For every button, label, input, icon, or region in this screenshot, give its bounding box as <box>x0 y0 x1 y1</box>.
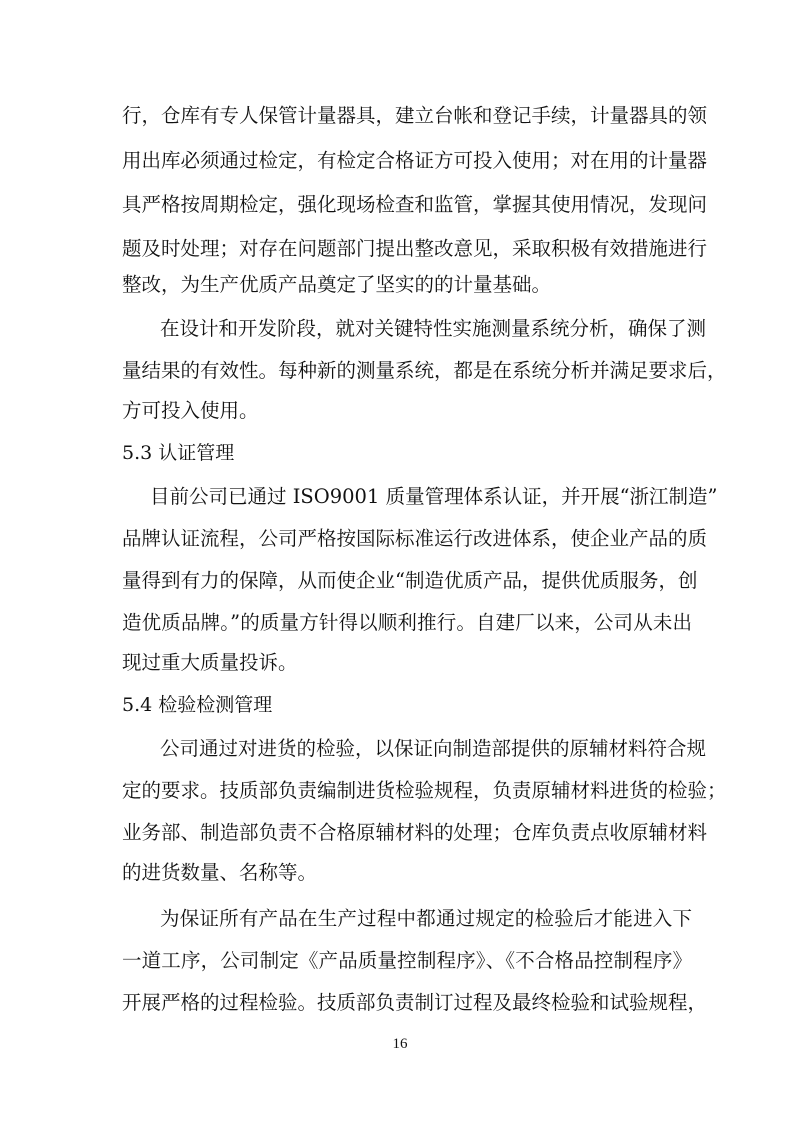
paragraph-line: 量结果的有效性。每种新的测量系统，都是在系统分析并满足要求后， <box>122 359 727 382</box>
paragraph-line: 开展严格的过程检验。技质部负责制订过程及最终检验和试验规程， <box>122 991 708 1014</box>
paragraph-line: 目前公司已通过 ISO9001 质量管理体系认证，并开展“浙江制造” <box>150 485 718 508</box>
paragraph-line: 整改，为生产优质产品奠定了坚实的的计量基础。 <box>122 273 552 296</box>
paragraph-line: 业务部、制造部负责不合格原辅材料的处理；仓库负责点收原辅材料 <box>122 821 708 844</box>
section-heading: 5.3 认证管理 <box>122 442 235 464</box>
paragraph-line: 为保证所有产品在生产过程中都通过规定的检验后才能进入下 <box>160 907 692 930</box>
paragraph-line: 行，仓库有专人保管计量器具，建立台帐和登记手续，计量器具的领 <box>122 104 708 127</box>
paragraph-line: 具严格按周期检定，强化现场检查和监管，掌握其使用情况，发现问 <box>122 193 708 216</box>
paragraph-line: 现过重大质量投诉。 <box>122 651 298 674</box>
paragraph-line: 定的要求。技质部负责编制进货检验规程，负责原辅材料进货的检验； <box>122 779 727 802</box>
page-number: 16 <box>392 1036 408 1052</box>
paragraph-line: 的进货数量、名称等。 <box>122 861 318 884</box>
paragraph-line: 在设计和开发阶段，就对关键特性实施测量系统分析，确保了测 <box>160 317 707 340</box>
paragraph-line: 公司通过对进货的检验，以保证向制造部提供的原辅材料符合规 <box>160 737 707 760</box>
paragraph-line: 题及时处理；对存在问题部门提出整改意见，采取积极有效措施进行 <box>122 237 708 260</box>
paragraph-line: 方可投入使用。 <box>122 399 259 422</box>
paragraph-line: 一道工序，公司制定《产品质量控制程序》、《不合格品控制程序》 <box>122 949 692 972</box>
paragraph-line: 量得到有力的保障，从而使企业“制造优质产品，提供优质服务，创 <box>122 569 698 592</box>
paragraph-line: 品牌认证流程，公司严格按国际标准运行改进体系，使企业产品的质 <box>122 527 708 550</box>
paragraph-line: 造优质品牌。”的质量方针得以顺利推行。自建厂以来，公司从未出 <box>122 611 692 634</box>
paragraph-line: 用出库必须通过检定，有检定合格证方可投入使用；对在用的计量器 <box>122 149 708 172</box>
section-heading: 5.4 检验检测管理 <box>122 694 273 716</box>
